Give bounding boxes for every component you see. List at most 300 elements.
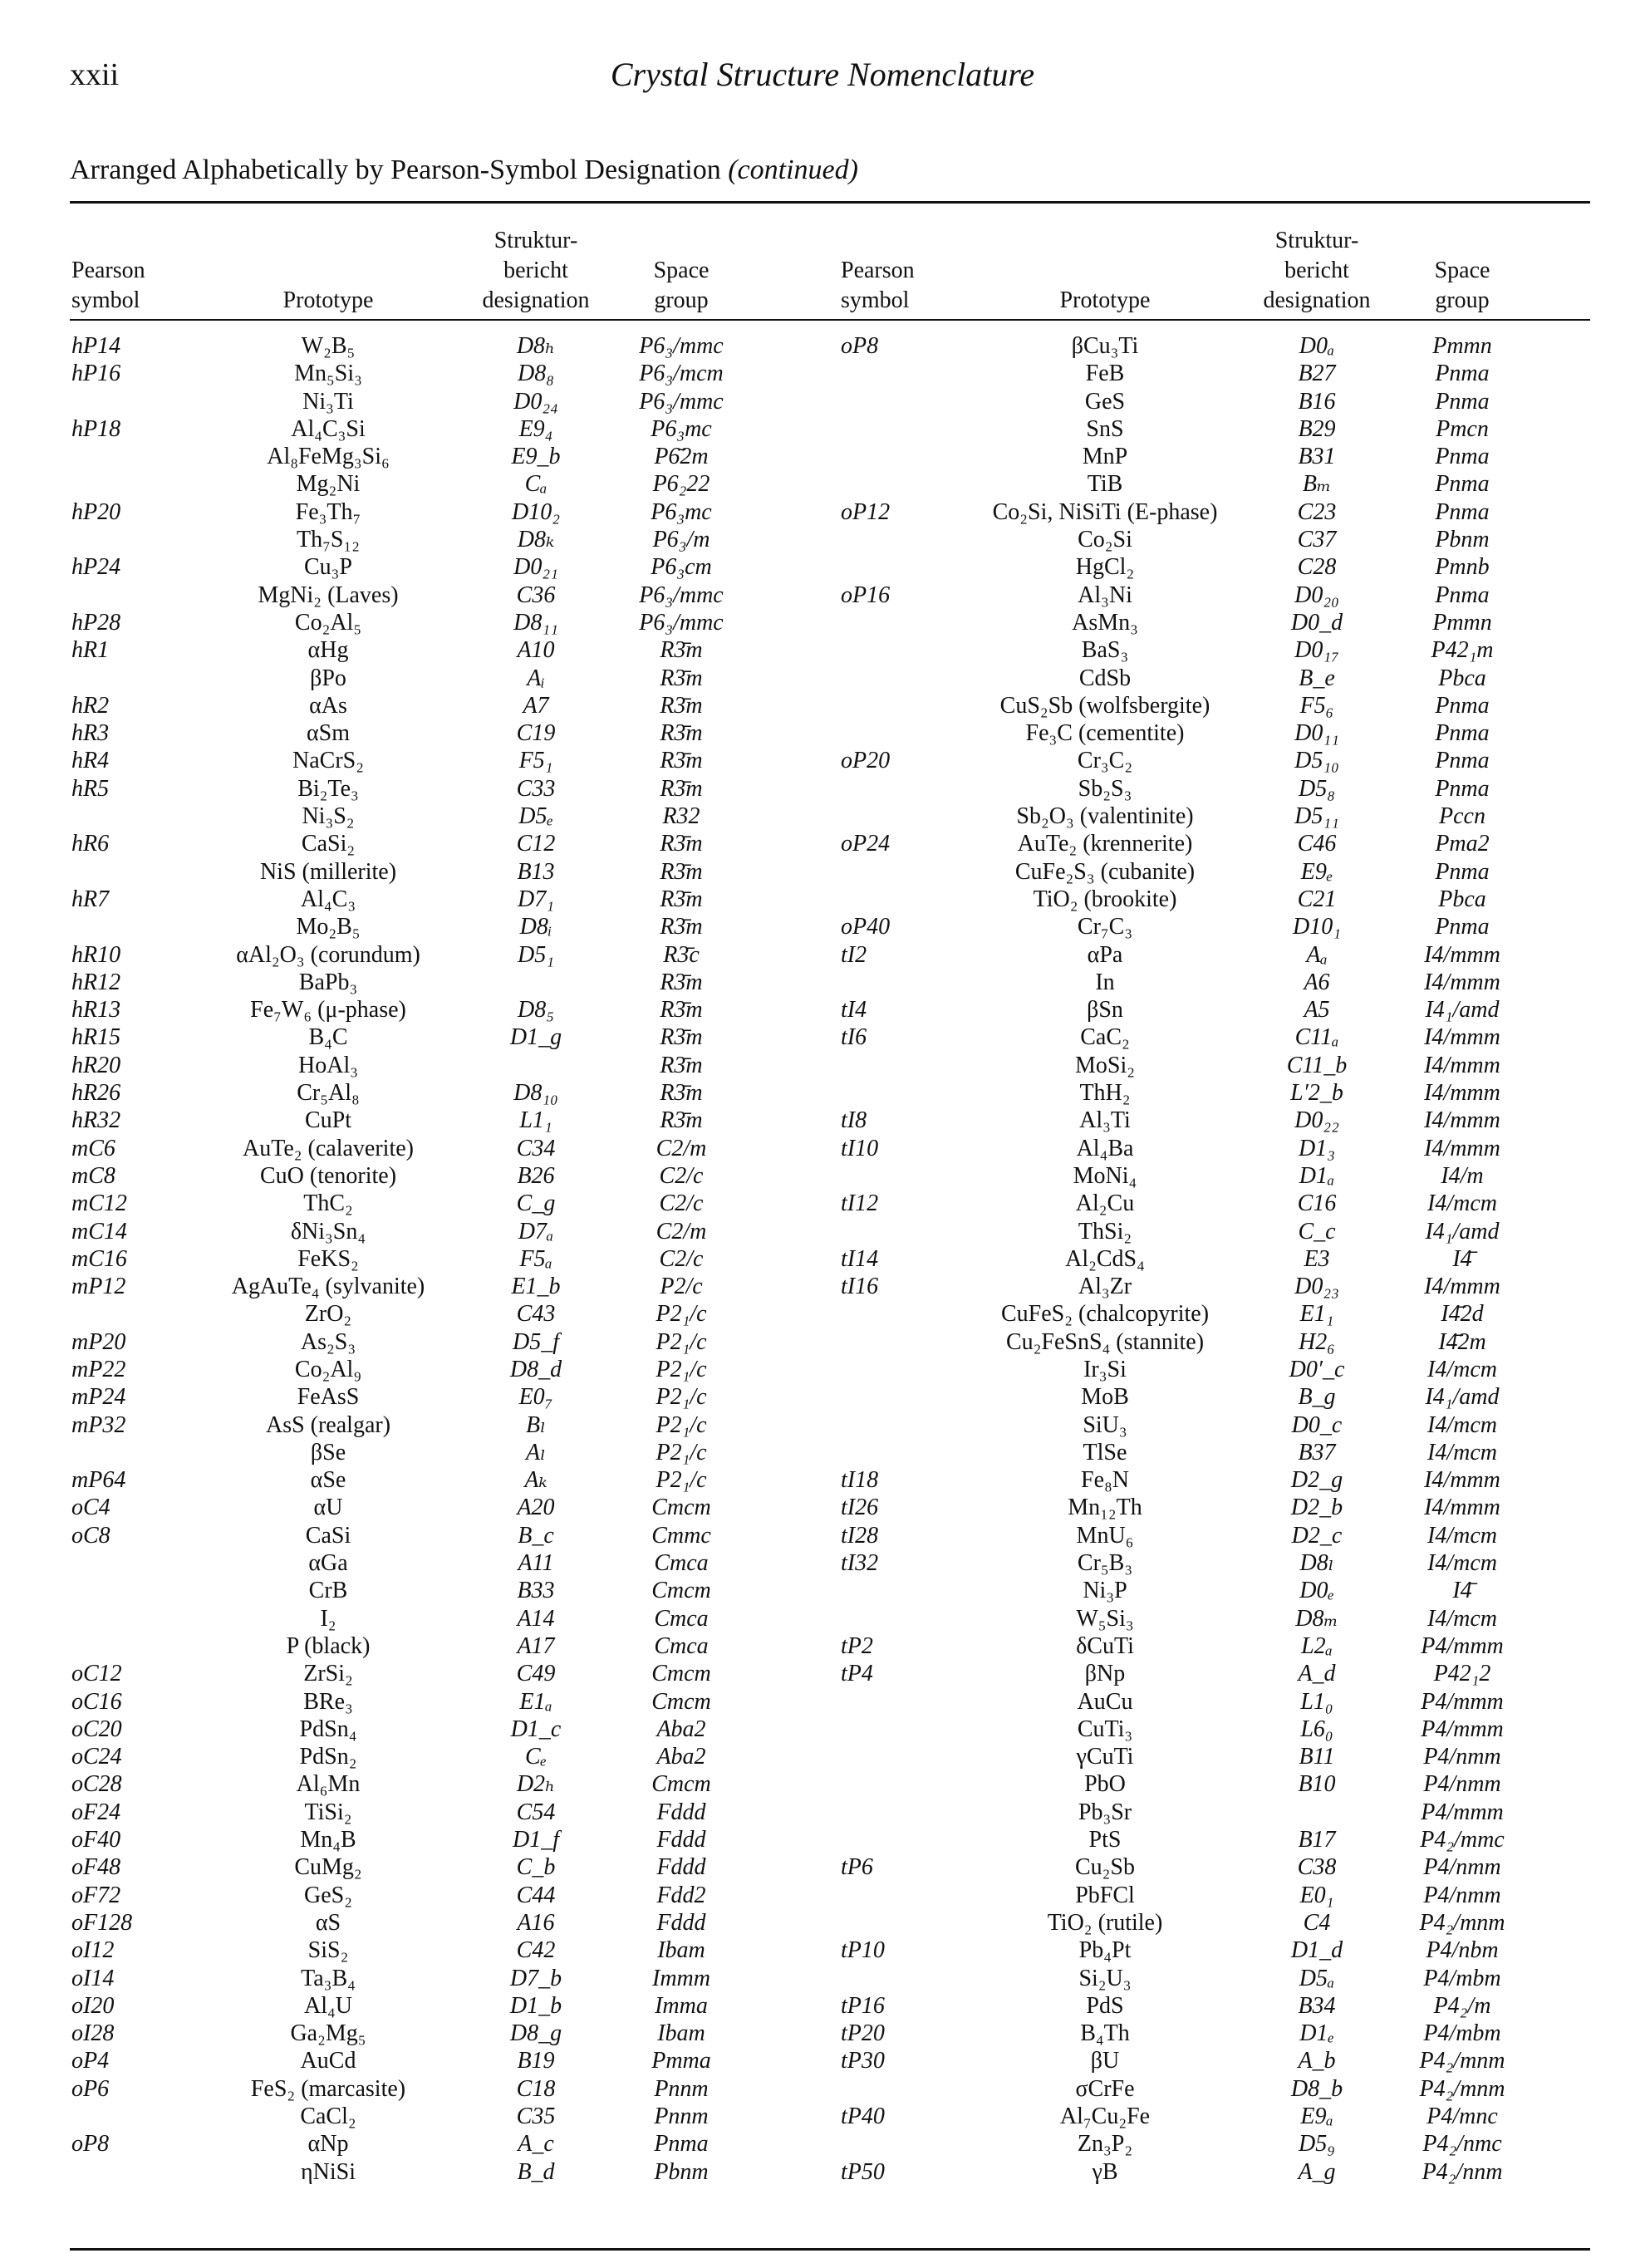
header-text: Prototype	[282, 287, 374, 313]
table-row	[0, 1273, 1645, 1300]
pearson-symbol-cell: hR26	[71, 1080, 121, 1107]
prototype-cell: AsS (realgar)	[265, 1411, 391, 1438]
table-row	[0, 830, 1645, 857]
space-group-cell: I4/mcm	[1427, 1550, 1497, 1577]
prototype-cell: CrB	[308, 1578, 348, 1604]
pearson-symbol-cell: tI14	[841, 1245, 879, 1272]
pearson-symbol-cell: oC16	[71, 1688, 122, 1715]
table-row	[0, 2020, 1645, 2047]
space-group-cell: P4/mnc	[1426, 2104, 1498, 2129]
space-group-cell: Pbnm	[1435, 527, 1490, 553]
strukturbericht-cell: F5₁	[518, 748, 553, 774]
prototype-cell: Ni₃P	[1083, 1578, 1127, 1604]
prototype-cell: αU	[313, 1495, 343, 1521]
strukturbericht-cell: C18	[516, 2075, 556, 2102]
table-row	[0, 1826, 1645, 1853]
pearson-symbol-cell: oC28	[71, 1771, 122, 1798]
strukturbericht-cell: D1_c	[510, 1716, 562, 1742]
strukturbericht-cell: D8₁₁	[513, 609, 558, 636]
strukturbericht-cell: C12	[516, 831, 556, 857]
prototype-cell: FeAsS	[297, 1384, 360, 1411]
table-row	[0, 1383, 1645, 1411]
space-group-cell: P4₂/mnm	[1419, 1909, 1505, 1936]
table-row	[0, 1245, 1645, 1273]
prototype-cell: αAl₂O₃ (corundum)	[236, 941, 420, 968]
strukturbericht-cell: C37	[1297, 527, 1337, 553]
strukturbericht-cell: C11_b	[1286, 1052, 1348, 1078]
strukturbericht-cell: D0₂₀	[1294, 582, 1339, 608]
space-group-cell: P4/nmm	[1423, 1771, 1501, 1798]
header-text: bericht	[503, 258, 568, 283]
strukturbericht-cell: C19	[516, 720, 556, 747]
pearson-symbol-cell: tP16	[841, 1992, 885, 2019]
strukturbericht-cell: A16	[517, 1909, 555, 1936]
pearson-symbol-cell: oP4	[71, 2048, 110, 2074]
prototype-cell: CuFe₂S₃ (cubanite)	[1014, 858, 1196, 885]
space-group-cell: R3̄m	[660, 665, 703, 691]
space-group-cell: Imma	[655, 1992, 708, 2019]
space-group-cell: I4/mmm	[1424, 1052, 1500, 1078]
prototype-cell: MoB	[1081, 1384, 1129, 1411]
table-row	[0, 2158, 1645, 2186]
table-row	[0, 719, 1645, 747]
strukturbericht-cell: A7	[523, 692, 549, 719]
prototype-cell: αPa	[1087, 941, 1123, 968]
strukturbericht-cell: F5₆	[1299, 692, 1334, 719]
space-group-cell: Pnnm	[654, 2075, 709, 2102]
strukturbericht-cell: C4	[1303, 1909, 1331, 1936]
table-row	[0, 636, 1645, 664]
space-group-cell: P2/c	[660, 1274, 703, 1300]
pearson-symbol-cell: tP6	[841, 1854, 873, 1881]
strukturbericht-cell: D1_g	[509, 1024, 562, 1051]
prototype-cell: αSe	[310, 1467, 346, 1494]
space-group-cell: I4/mcm	[1427, 1411, 1497, 1438]
space-group-cell: Pnnm	[654, 2104, 709, 2129]
strukturbericht-cell: Bₗ	[526, 1411, 546, 1438]
strukturbericht-cell: E9ₐ	[1300, 2104, 1333, 2129]
space-group-cell: Pmmn	[1432, 333, 1492, 359]
prototype-cell: Al₃Ni	[1078, 582, 1132, 608]
header-rule	[70, 319, 1590, 321]
top-rule	[70, 201, 1590, 204]
space-group-cell: R3̄m	[660, 886, 703, 912]
strukturbericht-cell: D0₂₄	[513, 388, 558, 415]
prototype-cell: Fe₈N	[1081, 1467, 1129, 1494]
strukturbericht-cell: B19	[517, 2048, 555, 2074]
pearson-symbol-cell: oP40	[841, 914, 891, 940]
strukturbericht-cell: B_g	[1298, 1384, 1336, 1411]
prototype-cell: Fe₃Th₇	[295, 498, 361, 525]
prototype-cell: Th₇S₁₂	[297, 527, 360, 553]
pearson-symbol-cell: tI4	[841, 997, 867, 1024]
strukturbericht-cell: C38	[1297, 1854, 1337, 1881]
prototype-cell: CuO (tenorite)	[259, 1162, 397, 1189]
strukturbericht-cell: E9_b	[511, 444, 561, 470]
pearson-symbol-cell: oF72	[71, 1882, 121, 1908]
space-group-cell: R3̄m	[660, 914, 703, 940]
prototype-cell: AgAuTe₄ (sylvanite)	[231, 1274, 425, 1300]
strukturbericht-cell: D5ₐ	[1299, 1965, 1335, 1991]
prototype-cell: PdSn₂	[299, 1744, 357, 1770]
strukturbericht-cell: B11	[1299, 1744, 1335, 1770]
strukturbericht-cell: D0₁₁	[1294, 720, 1339, 747]
table-row	[0, 1549, 1645, 1577]
strukturbericht-cell: Cₐ	[524, 471, 548, 498]
prototype-cell: PdSn₄	[299, 1716, 357, 1742]
strukturbericht-cell: D2ₕ	[516, 1771, 556, 1798]
space-group-cell: Fddd	[656, 1799, 706, 1825]
space-group-cell: Cmcm	[651, 1771, 711, 1798]
strukturbericht-cell: D8ₖ	[517, 527, 555, 553]
space-group-cell: R3̄m	[660, 1024, 703, 1051]
strukturbericht-cell: E1ₐ	[519, 1688, 552, 1715]
strukturbericht-cell: D0′_c	[1289, 1356, 1345, 1382]
pearson-symbol-cell: oI14	[71, 1965, 115, 1991]
strukturbericht-cell: C_c	[1298, 1218, 1336, 1244]
table-row	[0, 1605, 1645, 1632]
prototype-cell: Ir₃Si	[1083, 1356, 1127, 1382]
prototype-cell: W₅Si₃	[1076, 1605, 1134, 1632]
space-group-cell: Cmmc	[651, 1522, 711, 1549]
prototype-cell: HgCl₂	[1075, 554, 1135, 581]
strukturbericht-cell: D5₈	[1299, 775, 1335, 802]
strukturbericht-cell: E1_b	[511, 1274, 561, 1300]
space-group-cell: I4/mcm	[1427, 1190, 1497, 1217]
space-group-cell: Fdd2	[656, 1882, 706, 1908]
prototype-cell: Co₂Al₉	[294, 1356, 362, 1382]
table-row	[0, 886, 1645, 913]
pearson-symbol-cell: hR15	[71, 1024, 121, 1051]
strukturbericht-cell: A6	[1304, 969, 1330, 995]
space-group-cell: Pnma	[1435, 692, 1490, 719]
table-row	[0, 665, 1645, 692]
pearson-symbol-cell: mC8	[71, 1162, 115, 1189]
strukturbericht-cell: D1_f	[513, 1827, 559, 1853]
table-row	[0, 1328, 1645, 1356]
strukturbericht-cell: D1_d	[1290, 1937, 1343, 1964]
space-group-cell: P6₂22	[652, 471, 710, 498]
strukturbericht-cell: C28	[1297, 554, 1337, 581]
space-group-cell: Fddd	[656, 1909, 706, 1936]
table-row	[0, 1743, 1645, 1770]
table-row	[0, 553, 1645, 581]
prototype-cell: Cu₃P	[303, 554, 352, 581]
space-group-cell: P6̄2m	[654, 444, 709, 470]
space-group-cell: R3̄m	[660, 1080, 703, 1107]
strukturbericht-cell: A17	[517, 1632, 555, 1659]
prototype-cell: Mn₄B	[300, 1827, 356, 1853]
prototype-cell: AuTe₂ (krennerite)	[1017, 831, 1193, 857]
space-group-cell: C2/c	[659, 1162, 704, 1189]
strukturbericht-cell: H2₆	[1299, 1328, 1335, 1355]
prototype-cell: ηNiSi	[301, 2158, 356, 2185]
strukturbericht-cell: D2_c	[1291, 1522, 1343, 1549]
table-row	[0, 360, 1645, 387]
space-group-cell: Pmma	[651, 2048, 711, 2074]
prototype-cell: αAs	[309, 692, 347, 719]
prototype-cell: Pb₄Pt	[1078, 1937, 1132, 1964]
pearson-symbol-cell: oP20	[841, 748, 891, 774]
prototype-cell: Al₄U	[304, 1992, 352, 2019]
space-group-cell: I4/mcm	[1427, 1356, 1497, 1382]
table-row	[0, 1218, 1645, 1245]
strukturbericht-cell: L′2_b	[1290, 1080, 1343, 1107]
table-row	[0, 1522, 1645, 1549]
pearson-symbol-cell: oI28	[71, 2020, 115, 2047]
strukturbericht-cell: C46	[1297, 831, 1337, 857]
space-group-cell: P6₃/mmc	[639, 333, 724, 359]
space-group-cell: Pnma	[654, 2131, 709, 2158]
prototype-cell: ZrO₂	[304, 1301, 352, 1328]
space-group-cell: I4/mmm	[1424, 969, 1500, 995]
space-group-cell: I4/mcm	[1427, 1439, 1497, 1465]
space-group-cell: I4/mmm	[1424, 1135, 1500, 1161]
prototype-cell: δNi₃Sn₄	[290, 1218, 366, 1244]
space-group-cell: R3̄m	[660, 775, 703, 802]
prototype-cell: FeKS₂	[297, 1245, 359, 1272]
pearson-symbol-cell: hP20	[71, 498, 121, 525]
space-group-cell: I4₁/amd	[1425, 997, 1500, 1024]
prototype-cell: δCuTi	[1076, 1632, 1134, 1659]
strukturbericht-cell: C_b	[516, 1854, 556, 1881]
pearson-symbol-cell: hP28	[71, 609, 121, 636]
strukturbericht-cell: B_c	[518, 1522, 554, 1549]
header-strukturbericht-right	[1242, 218, 1392, 316]
prototype-cell: TiB	[1087, 471, 1123, 498]
prototype-cell: SnS	[1086, 415, 1124, 442]
space-group-cell: Immm	[652, 1965, 710, 1991]
pearson-symbol-cell: hR10	[71, 941, 121, 968]
prototype-cell: MoSi₂	[1074, 1052, 1135, 1078]
table-row	[0, 1190, 1645, 1217]
strukturbericht-cell: A11	[518, 1550, 554, 1577]
space-group-cell: P4/mbm	[1423, 2020, 1501, 2047]
space-group-cell: R3̄m	[660, 858, 703, 885]
table-row	[0, 1494, 1645, 1521]
strukturbericht-cell: F5ₐ	[519, 1245, 552, 1272]
prototype-cell: βNp	[1084, 1661, 1126, 1687]
table-row	[0, 2075, 1645, 2103]
space-group-cell: P4/nmm	[1423, 1744, 1501, 1770]
prototype-cell: CdSb	[1078, 665, 1132, 691]
pearson-symbol-cell: hP16	[71, 361, 121, 387]
prototype-cell: CaC₂	[1080, 1024, 1130, 1051]
strukturbericht-cell: D8₈	[518, 361, 554, 387]
prototype-cell: Fe₃C (cementite)	[1025, 720, 1185, 747]
prototype-cell: W₂B₅	[301, 333, 356, 359]
strukturbericht-cell: D5₁₀	[1294, 748, 1339, 774]
strukturbericht-cell: B16	[1298, 388, 1336, 415]
prototype-cell: MoNi₄	[1073, 1162, 1137, 1189]
space-group-cell: Pnma	[1435, 858, 1490, 885]
space-group-cell: P4/mmm	[1421, 1799, 1504, 1825]
strukturbericht-cell: D8ᵢ	[519, 914, 552, 940]
subtitle-note: (continued)	[728, 155, 858, 185]
strukturbericht-cell: B17	[1298, 1827, 1336, 1853]
pearson-symbol-cell: oF128	[71, 1909, 133, 1936]
pearson-symbol-cell: hR32	[71, 1107, 121, 1134]
pearson-symbol-cell: mP12	[71, 1274, 126, 1300]
pearson-symbol-cell: hR1	[71, 637, 110, 664]
prototype-cell: Co₂Si, NiSiTi (E-phase)	[992, 498, 1218, 525]
table-row	[0, 1439, 1645, 1466]
prototype-cell: βU	[1090, 2048, 1120, 2074]
strukturbericht-cell: C36	[516, 582, 556, 608]
pearson-symbol-cell: mC6	[71, 1135, 115, 1161]
strukturbericht-cell: B_d	[517, 2158, 555, 2185]
prototype-cell: I₂	[320, 1605, 336, 1632]
space-group-cell: P42₁2	[1433, 1661, 1491, 1687]
pearson-symbol-cell: tI2	[841, 941, 867, 968]
strukturbericht-cell: C23	[1297, 498, 1337, 525]
prototype-cell: CaSi₂	[301, 831, 356, 857]
strukturbericht-cell: B27	[1298, 361, 1336, 387]
table-row	[0, 1411, 1645, 1439]
pearson-symbol-cell: oF24	[71, 1799, 121, 1825]
prototype-cell: Pb₃Sr	[1078, 1799, 1132, 1825]
prototype-cell: γB	[1092, 2158, 1118, 2185]
strukturbericht-cell: D5_f	[513, 1328, 559, 1355]
prototype-cell: Cu₂FeSnS₄ (stannite)	[1005, 1328, 1205, 1355]
strukturbericht-cell: L6₀	[1300, 1716, 1333, 1742]
space-group-cell: Pmmn	[1432, 609, 1492, 636]
space-group-cell: Pnma	[1435, 775, 1490, 802]
header-text: symbol	[841, 287, 910, 313]
strukturbericht-cell: D5₉	[1299, 2131, 1335, 2158]
space-group-cell: P2₁/c	[656, 1328, 707, 1355]
header-text: Space	[653, 258, 710, 283]
table-row	[0, 415, 1645, 443]
prototype-cell: ThC₂	[303, 1190, 353, 1217]
strukturbericht-cell: C33	[516, 775, 556, 802]
prototype-cell: Bi₂Te₃	[297, 775, 359, 802]
table-row	[0, 470, 1645, 498]
space-group-cell: P4/mmm	[1421, 1632, 1504, 1659]
space-group-cell: P4/nbm	[1426, 1937, 1499, 1964]
prototype-cell: Al₄C₃Si	[291, 415, 366, 442]
prototype-cell: Fe₇W₆ (μ-phase)	[250, 997, 406, 1024]
prototype-cell: Cr₇C₃	[1077, 914, 1133, 940]
strukturbericht-cell: B34	[1298, 1992, 1336, 2019]
prototype-cell: Co₂Al₅	[294, 609, 362, 636]
table-subtitle	[70, 155, 858, 186]
table-row	[0, 1882, 1645, 1909]
pearson-symbol-cell: oP8	[71, 2131, 110, 2158]
prototype-cell: Mn₅Si₃	[294, 361, 362, 387]
space-group-cell: I4/mmm	[1424, 1107, 1500, 1134]
prototype-cell: CaCl₂	[300, 2104, 356, 2129]
space-group-cell: Ibam	[657, 1937, 705, 1964]
prototype-cell: CuPt	[304, 1107, 352, 1134]
header-text: symbol	[71, 287, 140, 313]
space-group-cell: P2₁/c	[656, 1467, 707, 1494]
space-group-cell: I4₁/amd	[1425, 1384, 1500, 1411]
pearson-symbol-cell: tI8	[841, 1107, 867, 1134]
prototype-cell: γCuTi	[1076, 1744, 1134, 1770]
running-title: Crystal Structure Nomenclature	[610, 56, 1035, 93]
space-group-cell: R3̄m	[660, 831, 703, 857]
pearson-symbol-cell: oC12	[71, 1661, 122, 1687]
table-row	[0, 1853, 1645, 1881]
pearson-symbol-cell: hP24	[71, 554, 121, 581]
strukturbericht-cell: A_c	[518, 2131, 554, 2158]
space-group-cell: I4/mmm	[1424, 1274, 1500, 1300]
pearson-symbol-cell: hR6	[71, 831, 110, 857]
pearson-symbol-cell: mC16	[71, 1245, 127, 1272]
strukturbericht-cell: D8_d	[509, 1356, 562, 1382]
space-group-cell: C2/c	[659, 1245, 704, 1272]
prototype-cell: NaCrS₂	[292, 748, 364, 774]
prototype-cell: ZrSi₂	[303, 1661, 353, 1687]
strukturbericht-cell: C_g	[516, 1190, 556, 1217]
prototype-cell: GeS₂	[304, 1882, 352, 1908]
space-group-cell: I4/mcm	[1427, 1522, 1497, 1549]
table-row	[0, 388, 1645, 415]
pearson-symbol-cell: tI18	[841, 1467, 879, 1494]
strukturbericht-cell: D7ₐ	[518, 1218, 554, 1244]
prototype-cell: Mg₂Ni	[296, 471, 361, 498]
table-row	[0, 2047, 1645, 2074]
table-row	[0, 1577, 1645, 1604]
space-group-cell: I4₁/amd	[1425, 1218, 1500, 1244]
strukturbericht-cell: D8₅	[518, 997, 554, 1024]
strukturbericht-cell: E9ₑ	[1300, 858, 1333, 885]
strukturbericht-cell: E9₄	[518, 415, 553, 442]
prototype-cell: Ga₂Mg₅	[290, 2020, 366, 2047]
header-text: Space	[1434, 258, 1490, 283]
space-group-cell: P4/nmm	[1423, 1854, 1501, 1881]
table-row	[0, 1466, 1645, 1494]
space-group-cell: Cmcm	[651, 1688, 711, 1715]
header-strukturbericht-left	[461, 218, 611, 316]
space-group-cell: P4/mmm	[1421, 1688, 1504, 1715]
prototype-cell: Ni₃Ti	[302, 388, 354, 415]
prototype-cell: BaS₃	[1081, 637, 1129, 664]
pearson-symbol-cell: hR3	[71, 720, 110, 747]
strukturbericht-cell: C11ₐ	[1294, 1024, 1339, 1051]
table-row	[0, 996, 1645, 1024]
table-row	[0, 913, 1645, 940]
prototype-cell: αS	[315, 1909, 341, 1936]
pearson-symbol-cell: tP4	[841, 1661, 873, 1687]
strukturbericht-cell: D0₂₃	[1294, 1274, 1339, 1300]
strukturbericht-cell: B33	[517, 1578, 555, 1604]
strukturbericht-cell: D10₂	[512, 498, 560, 525]
pearson-symbol-cell: tI26	[841, 1495, 879, 1521]
header-text: Struktur-	[494, 228, 578, 253]
prototype-cell: TiO₂ (rutile)	[1047, 1909, 1163, 1936]
pearson-symbol-cell: hP14	[71, 333, 121, 359]
pearson-symbol-cell: oI20	[71, 1992, 115, 2019]
space-group-cell: I4̄2d	[1441, 1301, 1484, 1328]
pearson-symbol-cell: mP64	[71, 1467, 126, 1494]
prototype-cell: SiS₂	[307, 1937, 349, 1964]
strukturbericht-cell: A5	[1304, 997, 1330, 1024]
pearson-symbol-cell: hR13	[71, 997, 121, 1024]
space-group-cell: Pnma	[1435, 444, 1490, 470]
strukturbericht-cell: A10	[517, 637, 555, 664]
prototype-cell: Ni₃S₂	[302, 803, 355, 830]
prototype-cell: βCu₃Ti	[1071, 333, 1139, 359]
space-group-cell: I4/m	[1441, 1162, 1484, 1189]
pearson-symbol-cell: mP32	[71, 1411, 126, 1438]
prototype-cell: Cr₅B₃	[1077, 1550, 1133, 1577]
space-group-cell: P4₂/mnm	[1419, 2075, 1505, 2102]
space-group-cell: I4̄2m	[1438, 1328, 1486, 1355]
space-group-cell: R3̄m	[660, 997, 703, 1024]
space-group-cell: I4̄	[1452, 1578, 1472, 1604]
